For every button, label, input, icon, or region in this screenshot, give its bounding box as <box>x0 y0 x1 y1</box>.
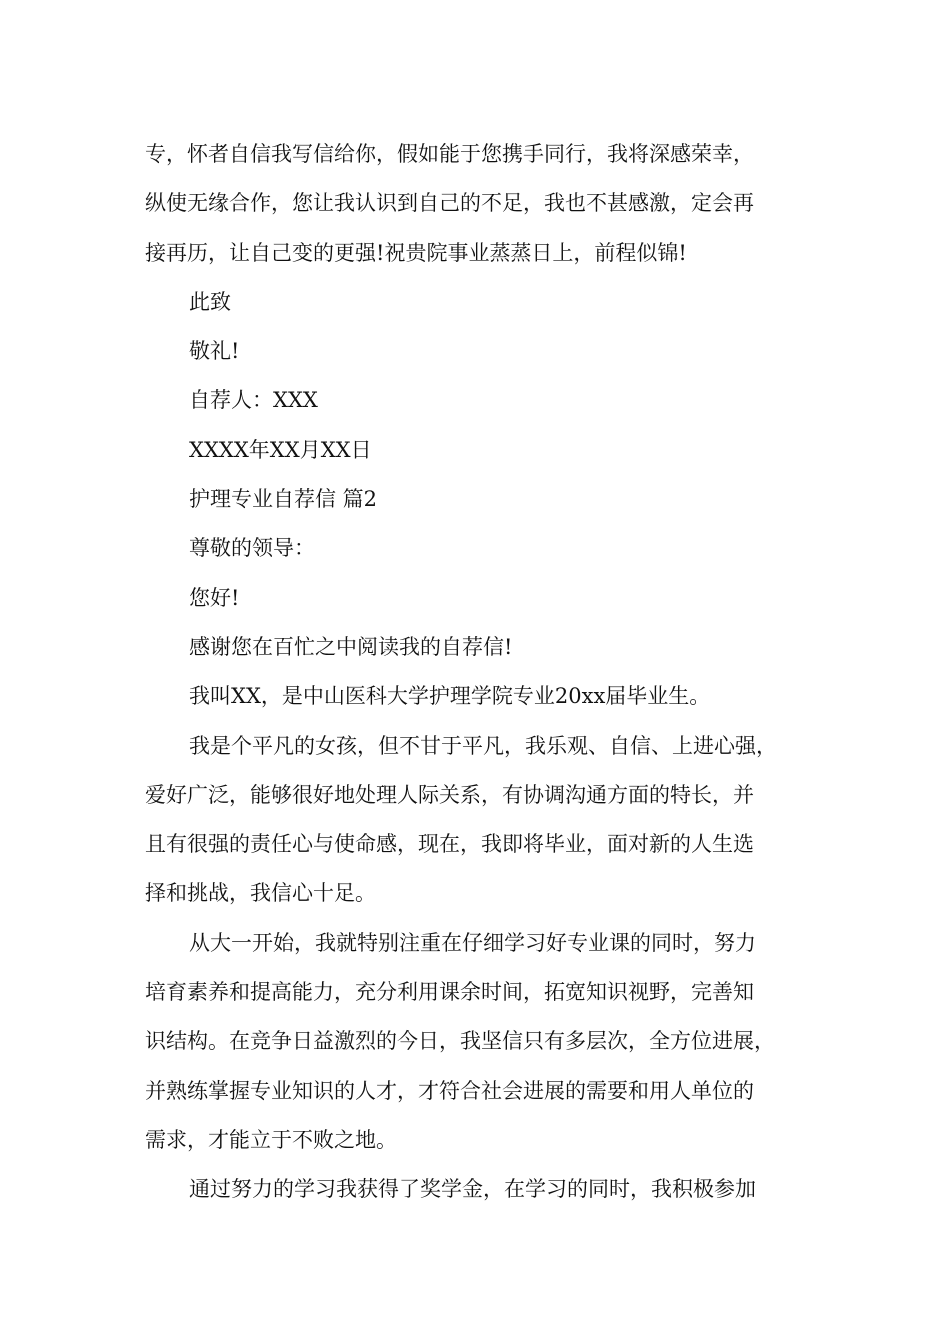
closing-salutation: 此致 <box>189 289 231 314</box>
text-line: 接再历，让自己变的更强!祝贵院事业蒸蒸日上，前程似锦! <box>145 240 687 265</box>
text-line: 爱好广泛，能够很好地处理人际关系，有协调沟通方面的特长，并 <box>145 782 754 807</box>
text-line: 我叫XX，是中山医科大学护理学院专业20xx届毕业生。 <box>189 684 711 709</box>
date-line: XXXX年XX月XX日 <box>189 437 372 462</box>
greeting-hello: 您好! <box>189 585 240 610</box>
closing-regards: 敬礼! <box>189 339 240 364</box>
text-line: 需求，才能立于不败之地。 <box>145 1127 397 1152</box>
signature-line: 自荐人：XXX <box>189 388 318 413</box>
text-line: 感谢您在百忙之中阅读我的自荐信! <box>189 634 513 659</box>
text-line: 培育素养和提高能力，充分利用课余时间，拓宽知识视野，完善知 <box>145 980 754 1005</box>
text-line: 纵使无缘合作，您让我认识到自己的不足，我也不甚感激，定会再 <box>145 191 754 216</box>
text-line: 并熟练掌握专业知识的人才，才符合社会进展的需要和用人单位的 <box>145 1078 754 1103</box>
letter-body <box>145 130 815 1215</box>
text-line: 我是个平凡的女孩，但不甘于平凡，我乐观、自信、上进心强， <box>189 733 777 758</box>
section-heading: 护理专业自荐信 篇2 <box>189 487 378 512</box>
text-line: 专，怀者自信我写信给你，假如能于您携手同行，我将深感荣幸， <box>145 142 754 166</box>
greeting: 尊敬的领导： <box>189 536 315 561</box>
text-line: 且有很强的责任心与使命感，现在，我即将毕业，面对新的人生选 <box>145 832 754 857</box>
text-line: 识结构。在竞争日益激烈的今日，我坚信只有多层次，全方位进展， <box>145 1029 775 1054</box>
text-line: 通过努力的学习我获得了奖学金，在学习的同时，我积极参加 <box>189 1177 756 1202</box>
text-line: 从大一开始，我就特别注重在仔细学习好专业课的同时，努力 <box>189 930 756 955</box>
text-line: 择和挑战，我信心十足。 <box>145 881 376 906</box>
